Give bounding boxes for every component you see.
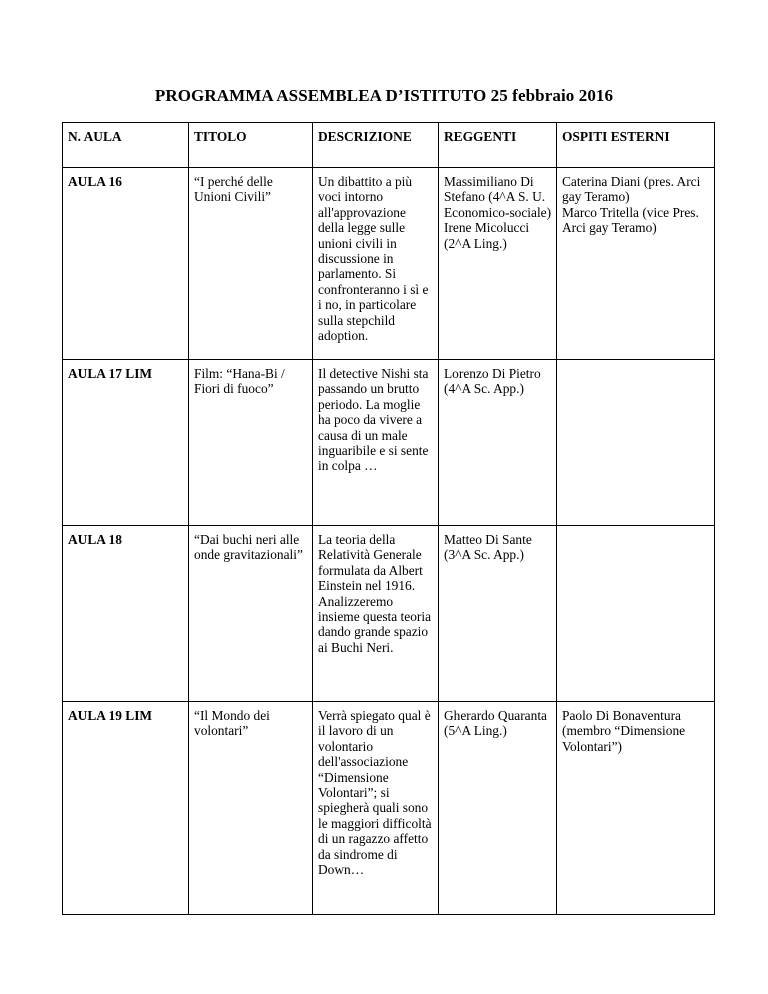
header-ospiti: OSPITI ESTERNI: [557, 123, 715, 168]
program-table: [62, 122, 715, 915]
page-title: PROGRAMMA ASSEMBLEA D’ISTITUTO 25 febbraio 2016: [154, 86, 614, 105]
header-titolo: TITOLO: [189, 123, 313, 168]
cell-ospiti: Caterina Diani (pres. Arci gay Teramo) Marco Tritella (vice Pres. Arci gay Teramo): [557, 168, 715, 360]
cell-reggenti: Gherardo Quaranta (5^A Ling.): [439, 702, 557, 915]
cell-aula: AULA 17 LIM: [63, 360, 189, 526]
cell-titolo: “I perché delle Unioni Civili”: [189, 168, 313, 360]
cell-aula: AULA 19 LIM: [63, 702, 189, 915]
header-descrizione: DESCRIZIONE: [313, 123, 439, 168]
table-row: [63, 360, 715, 526]
cell-ospiti: [557, 526, 715, 702]
header-aula: N. AULA: [63, 123, 189, 168]
cell-reggenti: Massimiliano Di Stefano (4^A S. U. Economico-sociale) Irene Micolucci (2^A Ling.): [439, 168, 557, 360]
cell-descrizione: Verrà spiegato qual è il lavoro di un volontario dell'associazione “Dimensione Volontari”; si spiegherà quali sono le maggiori difficoltà di un ragazzo affetto da sindrome di Down…: [313, 702, 439, 915]
cell-titolo: “Il Mondo dei volontari”: [189, 702, 313, 915]
table-row: [63, 526, 715, 702]
table-header-row: [63, 123, 715, 168]
cell-descrizione: La teoria della Relatività Generale formulata da Albert Einstein nel 1916. Analizzeremo insieme questa teoria dando grande spazio ai Buchi Neri.: [313, 526, 439, 702]
cell-titolo: Film: “Hana-Bi / Fiori di fuoco”: [189, 360, 313, 526]
table-row: [63, 168, 715, 360]
cell-descrizione: Il detective Nishi sta passando un brutto periodo. La moglie ha poco da vivere a causa di un male inguaribile e si sente in colpa …: [313, 360, 439, 526]
cell-ospiti: Paolo Di Bonaventura (membro “Dimensione Volontari”): [557, 702, 715, 915]
cell-descrizione: Un dibattito a più voci intorno all'approvazione della legge sulle unioni civili in discussione in parlamento. Si confronteranno i sì e i no, in particolare sulla stepchild adoption.: [313, 168, 439, 360]
cell-aula: AULA 16: [63, 168, 189, 360]
header-reggenti: REGGENTI: [439, 123, 557, 168]
cell-ospiti: [557, 360, 715, 526]
cell-reggenti: Matteo Di Sante (3^A Sc. App.): [439, 526, 557, 702]
cell-titolo: “Dai buchi neri alle onde gravitazionali”: [189, 526, 313, 702]
cell-reggenti: Lorenzo Di Pietro (4^A Sc. App.): [439, 360, 557, 526]
table-row: [63, 702, 715, 915]
cell-aula: AULA 18: [63, 526, 189, 702]
